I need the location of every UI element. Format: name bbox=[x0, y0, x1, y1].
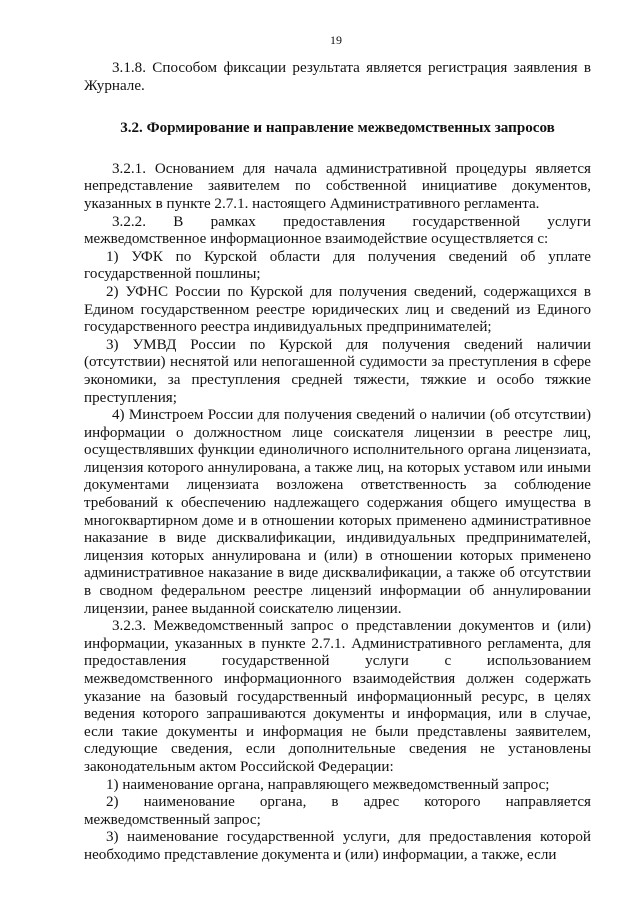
sub-item-2: 2) наименование органа, в адрес которого направляется межведомственный запрос; bbox=[84, 794, 591, 828]
list-item-umvd: 3) УМВД России по Курской для получения сведений наличии (отсутствии) неснятой или непогашенной судимости за преступления в сфере экономики, за преступления средней тяжести, тяжкие и особо тяжкие преступления; bbox=[84, 336, 591, 406]
paragraph-3-1-8: 3.1.8. Способом фиксации результата является регистрация заявления в Журнале. bbox=[84, 60, 591, 94]
paragraph-3-2-3: 3.2.3. Межведомственный запрос о представлении документов и (или) информации, указанных в пункте 2.7.1. Административного регламента, для предоставления государственной услуги с использованием межведомственного информационного взаимодействия должен содержать указание на базовый государственный информационный ресурс, в целях ведения которого запрашиваются документы и информация, или в случае, если такие документы и информация не были представлены заявителем, следующие сведения, если дополнительные сведения не установлены законодательным актом Российской Федерации: bbox=[84, 618, 591, 775]
paragraph-3-2-1: 3.2.1. Основанием для начала административной процедуры является непредставление заявителем по собственной инициативе документов, указанных в пункте 2.7.1. настоящего Административного регламента. bbox=[84, 160, 591, 212]
sub-item-1: 1) наименование органа, направляющего межведомственный запрос; bbox=[106, 776, 550, 793]
document-body bbox=[84, 60, 591, 865]
sub-item-3: 3) наименование государственной услуги, для предоставления которой необходимо представление документа и (или) информации, а также, если bbox=[84, 829, 591, 863]
list-item-minstroy: 4) Минстроем России для получения сведений о наличии (об отсутствии) информации о должностном лице соискателя лицензии в реестре лиц, осуществлявших функции единоличного исполнительного органа лицензиата, лицензия которого аннулирована, а также лиц, на которых уставом или иными документами лицензиата возложена ответственность за соблюдение требований к обеспечению надлежащего содержания общего имущества в многоквартирном доме и в отношении которых применено административное наказание в виде дисквалификации, индивидуальных предпринимателей, лицензия которых аннулирована и (или) в отношении которых применено административное наказание в виде дисквалификации, а также об отсутствии в сводном федеральном реестре лицензий информации об аннулировании лицензии, ранее выданной соискателю лицензии. bbox=[84, 407, 591, 617]
list-item-ufns: 2) УФНС России по Курской для получения сведений, содержащихся в Едином государственном реестре юридических лиц и сведений из Единого государственного реестра индивидуальных предпринимателей; bbox=[84, 283, 591, 336]
paragraph-3-2-2: 3.2.2. В рамках предоставления государственной услуги межведомственное информационное взаимодействие осуществляется с: bbox=[84, 213, 591, 248]
list-item-ufk: 1) УФК по Курской области для получения сведений об уплате государственной пошлины; bbox=[84, 248, 591, 283]
page-number: 19 bbox=[330, 33, 342, 47]
section-heading-3-2: 3.2. Формирование и направление межведомственных запросов bbox=[120, 120, 555, 137]
